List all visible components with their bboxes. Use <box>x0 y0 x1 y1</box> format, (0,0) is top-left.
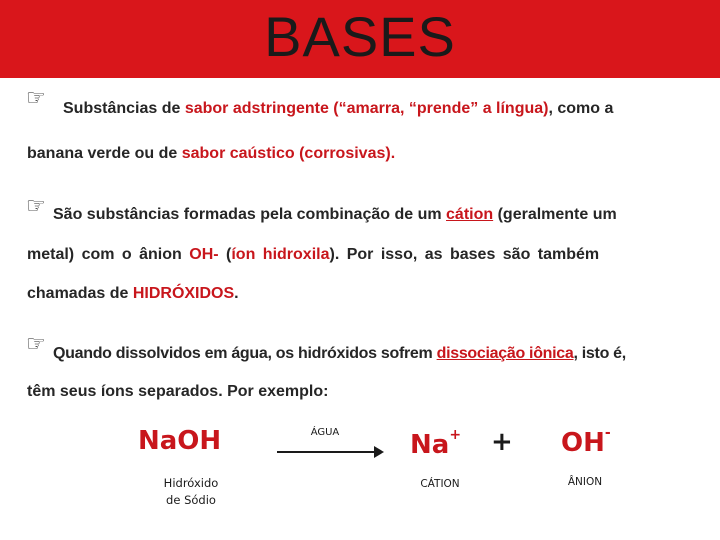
reactant-caption-line2: de Sódio <box>166 493 216 507</box>
cation-charge: + <box>449 427 462 444</box>
plus-sign: + <box>491 427 513 457</box>
p2-highlight-hidroxila: íon hidroxila <box>231 246 330 263</box>
paragraph3-line1 <box>53 345 626 363</box>
paragraph1-line2 <box>27 145 395 163</box>
reaction-arrow-head <box>374 446 384 458</box>
p3-text-a: Quando dissolvidos em água, os hidróxidos sofrem <box>53 345 437 362</box>
paragraph2-line1 <box>53 206 617 224</box>
arrow-label: ÁGUA <box>310 427 340 438</box>
anion-caption: ÂNION <box>567 476 603 488</box>
paragraph1-line1 <box>63 100 613 118</box>
cation-symbol: Na <box>410 430 450 460</box>
page-title: BASES <box>264 5 456 68</box>
cation-formula <box>410 427 462 460</box>
p1-text-d: banana verde ou de <box>27 145 182 162</box>
paragraph2-line3 <box>27 285 239 303</box>
paragraph3-line2: têm seus íons separados. Por exemplo: <box>27 383 329 400</box>
pointing-hand-icon: ☞ <box>26 194 46 219</box>
p2-text-e: ( <box>218 246 232 263</box>
p2-text-g: chamadas de <box>27 285 133 302</box>
cation-caption: CÁTION <box>420 478 460 490</box>
p2-text-f: ). Por isso, as bases são também <box>329 246 600 263</box>
reaction-arrow <box>277 451 377 453</box>
paragraph2-line2 <box>27 246 599 264</box>
anion-symbol: OH <box>561 428 605 458</box>
p2-text-a: São substâncias formadas pela combinação de um <box>53 206 447 223</box>
p1-text-a: Substâncias de <box>63 100 185 117</box>
anion-charge: - <box>604 425 611 442</box>
p2-highlight-hidroxidos: HIDRÓXIDOS <box>132 285 235 302</box>
p2-text-d: metal) com o ânion <box>27 246 190 263</box>
p2-highlight-cation: cátion <box>446 206 494 223</box>
anion-formula <box>561 425 611 458</box>
reactant-formula: NaOH <box>138 426 222 456</box>
p2-text-h: . <box>234 285 239 302</box>
p2-highlight-oh: OH- <box>189 246 219 263</box>
p1-text-c: , como a <box>548 100 614 117</box>
p2-text-c: (geralmente um <box>493 206 617 223</box>
pointing-hand-icon: ☞ <box>26 86 46 111</box>
p1-highlight-caustico: sabor caústico (corrosivas). <box>181 145 396 162</box>
pointing-hand-icon: ☞ <box>26 332 46 357</box>
reactant-caption-line1: Hidróxido <box>163 476 219 490</box>
p1-highlight-adstringente: sabor adstringente (“amarra, “prende” a língua) <box>184 100 549 117</box>
p3-text-c: , isto é, <box>573 345 626 362</box>
p3-highlight-dissociacao: dissociação iônica <box>436 345 574 362</box>
